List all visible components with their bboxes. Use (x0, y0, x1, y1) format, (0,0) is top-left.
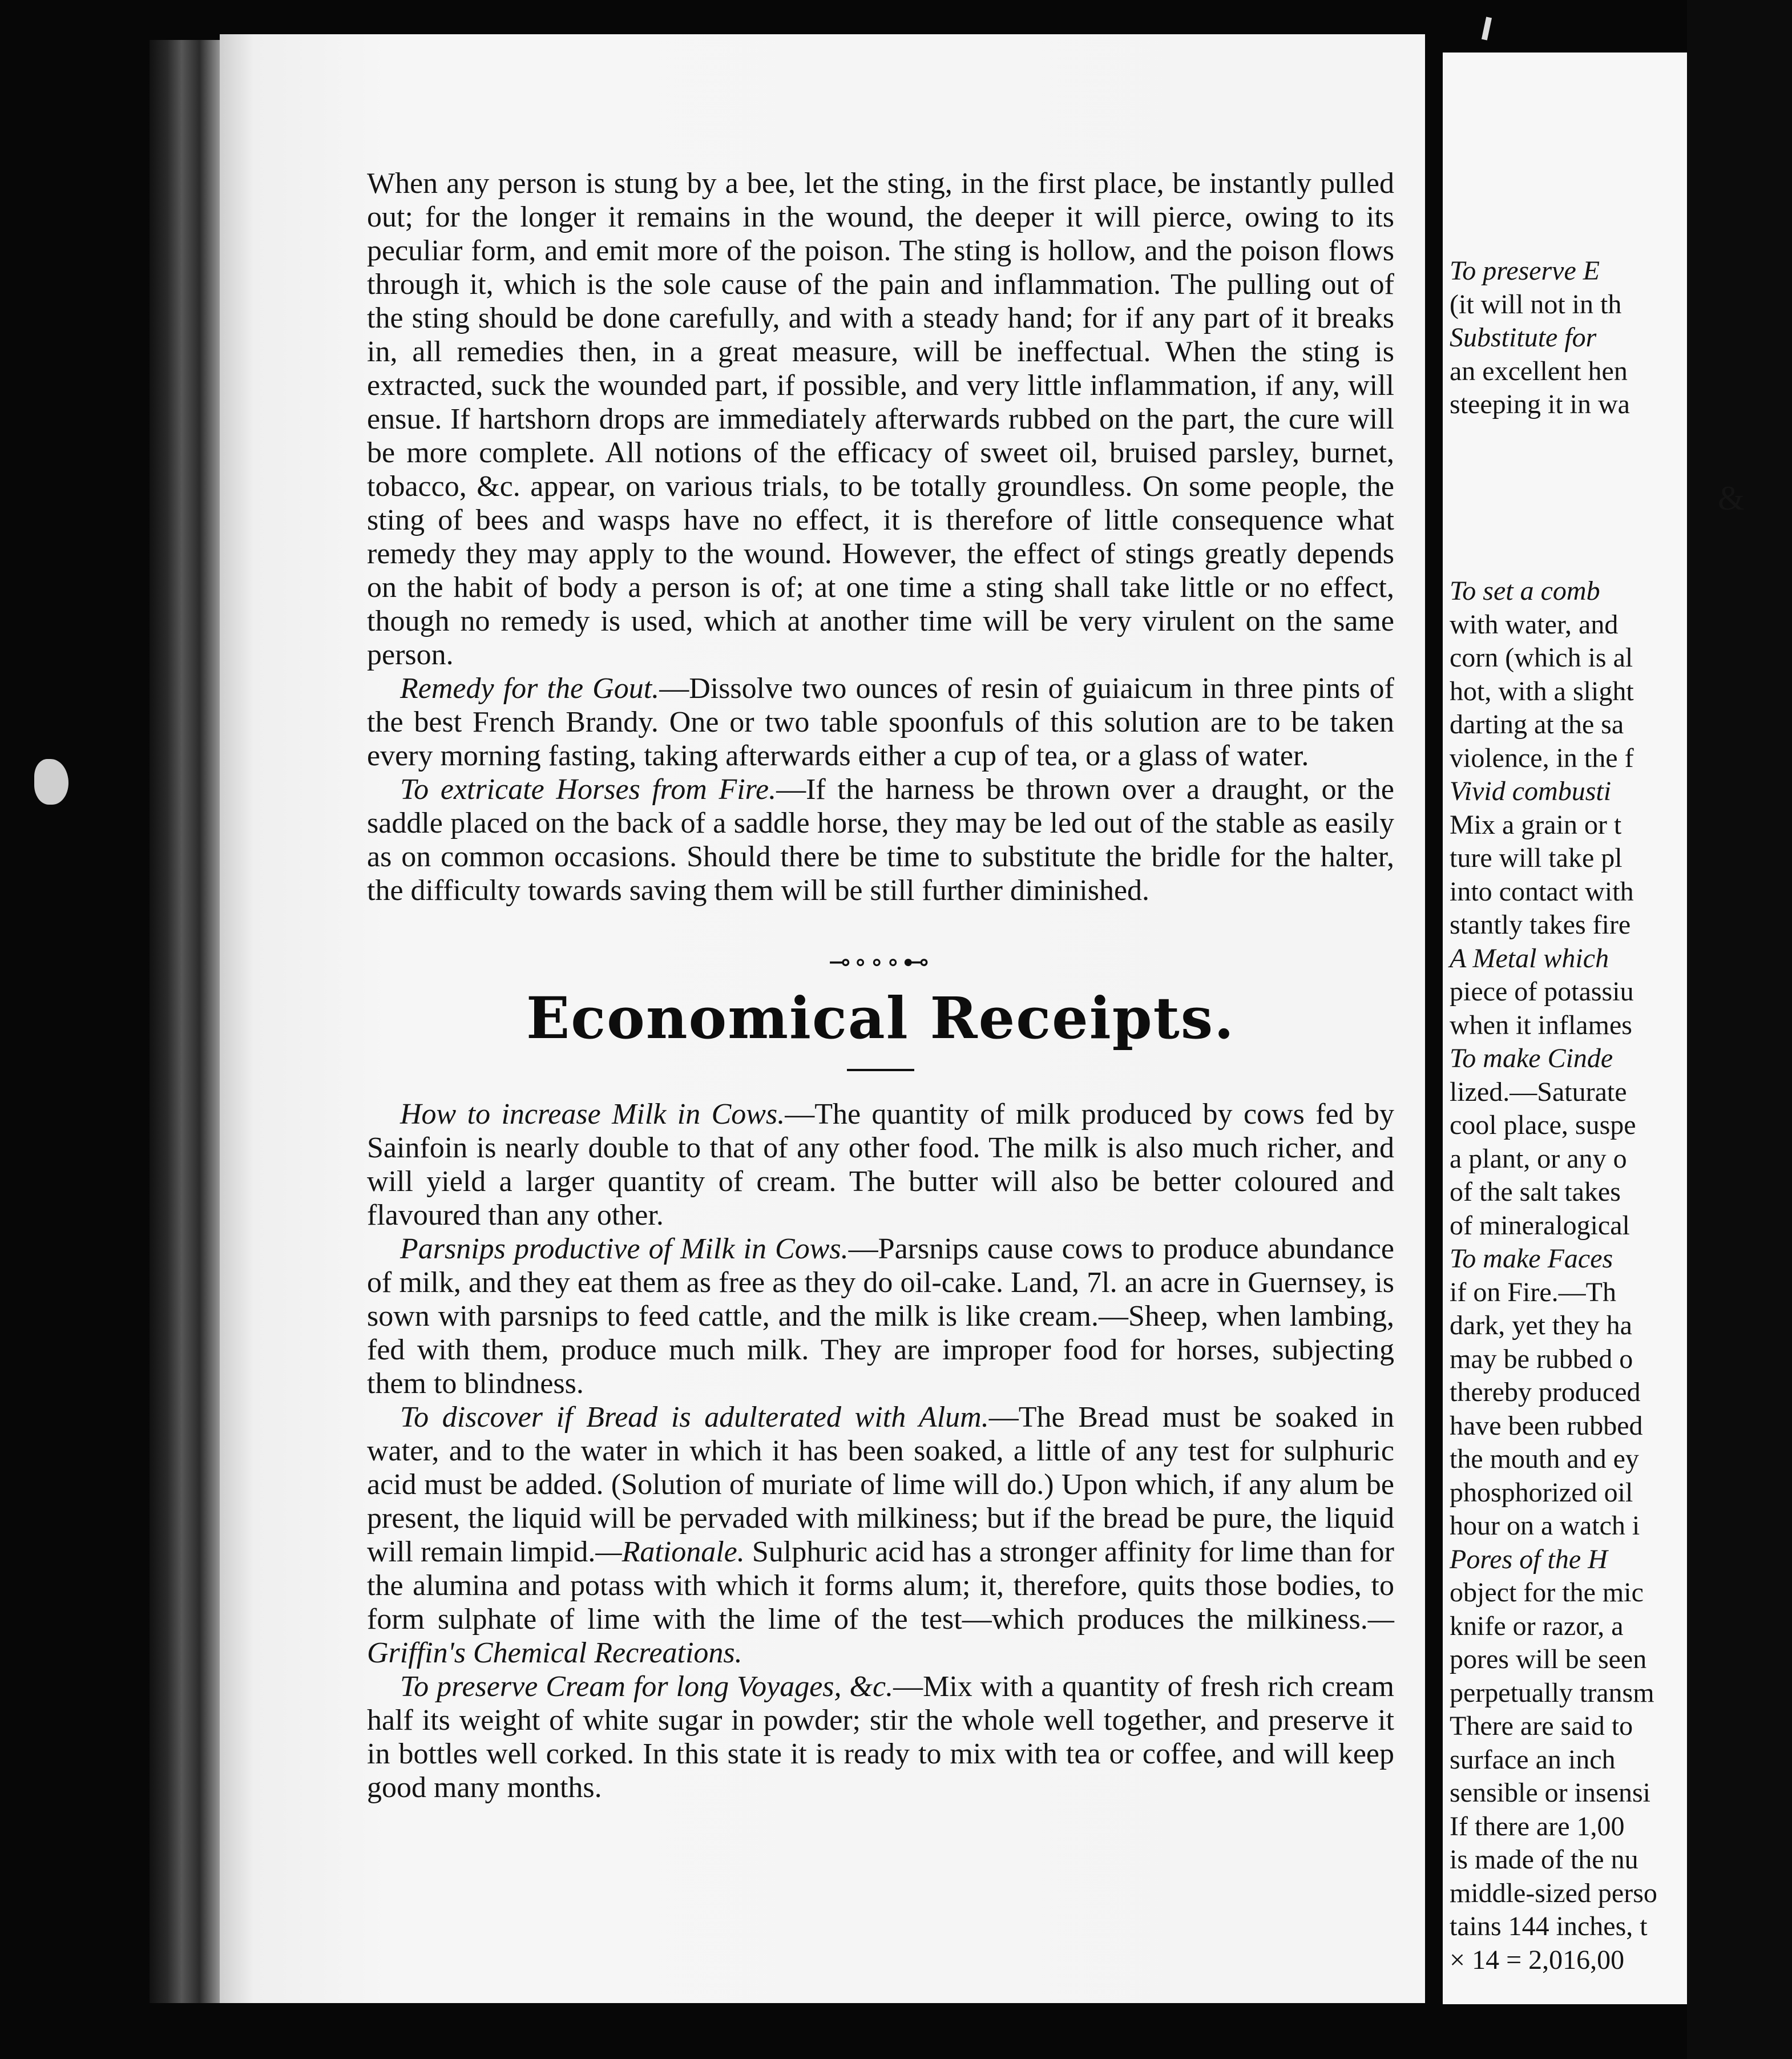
text-line: the mouth and ey (1450, 1444, 1639, 1474)
text-line: A Metal which (1450, 943, 1609, 974)
text-line: of the salt takes (1450, 1177, 1621, 1207)
text-line: have been rubbed (1450, 1410, 1643, 1441)
text-line: with water, and (1450, 609, 1619, 640)
paragraph-heading: How to increase Milk in Cows. (400, 1098, 785, 1131)
receipt-parsnips (367, 1232, 1394, 1400)
title-rule (847, 1069, 914, 1071)
text-line: To set a comb (1450, 576, 1600, 606)
text-line: a plant, or any o (1450, 1143, 1627, 1174)
text-line: violence, in the f (1450, 742, 1634, 773)
text-line: surface an inch (1450, 1744, 1616, 1775)
text-line: Pores of the H (1450, 1544, 1608, 1574)
paragraph-heading: To preserve Cream for long Voyages, &c. (400, 1670, 894, 1703)
rationale-label: —Rationale. (595, 1536, 745, 1568)
text-line: knife or razor, a (1450, 1610, 1624, 1641)
text-line: To make Faces (1450, 1244, 1613, 1274)
gout-remedy-paragraph (367, 672, 1394, 773)
text-line: To make Cinde (1450, 1043, 1613, 1073)
section-heading-fragment: & (1718, 479, 1745, 517)
text-line: pores will be seen (1450, 1644, 1647, 1674)
text-line: Mix a grain or t (1450, 809, 1622, 840)
text-line: if on Fire.—Th (1450, 1277, 1616, 1307)
text-line: dark, yet they ha (1450, 1310, 1632, 1341)
text-line: object for the mic (1450, 1577, 1644, 1608)
text-line: may be rubbed o (1450, 1343, 1633, 1374)
scan-smudge (34, 759, 68, 805)
paragraph-heading: To discover if Bread is adulterated with Alum. (400, 1401, 989, 1434)
text-line: steeping it in wa (1450, 389, 1630, 419)
receipt-cream-voyages (367, 1670, 1394, 1804)
right-page (1443, 53, 1745, 2004)
receipt-bread-alum (367, 1400, 1394, 1670)
text-line: perpetually transm (1450, 1677, 1654, 1708)
right-page-text (1450, 255, 1792, 1977)
horses-fire-paragraph (367, 773, 1394, 907)
text-line: is made of the nu (1450, 1844, 1638, 1875)
left-page (220, 34, 1425, 2003)
paragraph-body: —Parsnips cause cows to produce abundance of milk, and they eat them as free as they do oil-cake. Land, 7l. an acre in Guernsey, is sown with parsnips to feed cattle, and the milk is like cream.—Sheep, when lambing, fed with them, produce much milk. They are improper food for horses, subjecting them to blindness. (367, 1233, 1395, 1400)
paragraph-body: —Dissolve two ounces of resin of guiaicum in three pints of the best French Brandy. One or two table spoonfuls of this solution are to be taken every morning fasting, taking afterwards either a cup of tea, or a glass of water. (367, 672, 1394, 772)
paragraph-heading: Parsnips productive of Milk in Cows. (400, 1233, 849, 1265)
text-line: corn (which is al (1450, 643, 1633, 673)
text-line: hour on a watch i (1450, 1511, 1640, 1541)
text-line: ture will take pl (1450, 843, 1623, 873)
text-line: (it will not in th (1450, 289, 1622, 320)
text-line: hot, with a slight (1450, 676, 1634, 706)
text-line: an excellent hen (1450, 356, 1628, 386)
text-line: thereby produced (1450, 1377, 1641, 1407)
section-title: Economical Receipts. (526, 984, 1235, 1052)
spacer (1450, 422, 1792, 482)
scan-mark (1482, 17, 1492, 40)
text-line: There are said to (1450, 1711, 1633, 1741)
text-line: cool place, suspe (1450, 1110, 1636, 1140)
paragraph-body: —If the harness be thrown over a draught, or the saddle placed on the back of a saddle horse, they may be led out of the stable as easily as on common occasions. Should there be time to substitute the bridle for the halter, the difficulty towards saving them will be still further diminished. (367, 773, 1395, 907)
text-line: of mineralogical (1450, 1210, 1630, 1241)
paragraph-heading: Remedy for the Gout. (400, 672, 660, 705)
text-line: into contact with (1450, 876, 1634, 907)
text-line: darting at the sa (1450, 709, 1624, 740)
paragraph-body: —The Bread must be soaked in water, and to the water in which it has been soaked, a little of any test for sulphuric acid must be added. (Solution of muriate of lime will do.) Upon which, if any alum be present, the liquid will be pervaded with milkiness; but if the bread be pure, the liquid will remain limpid. (367, 1401, 1394, 1568)
text-line: middle-sized perso (1450, 1878, 1657, 1908)
paragraph-body: —The quantity of milk produced by cows fed by Sainfoin is nearly double to that of any other food. The milk is also much richer, and will yield a larger quantity of cream. The butter will also be better coloured and flavoured than any other. (367, 1098, 1394, 1232)
text-line: If there are 1,00 (1450, 1811, 1625, 1842)
text-line: sensible or insensi (1450, 1778, 1650, 1808)
text-line: stantly takes fire (1450, 910, 1631, 940)
text-line: × 14 = 2,016,00 (1450, 1944, 1625, 1975)
section-ornament: ⊸∘∘∘⊷ (828, 947, 933, 976)
rationale-body: Sulphuric acid has a stronger affinity for lime than for the alumina and potass with which it forms alum; it, therefore, quits those bodies, to form sulphate of lime with the lime of the test—which produces the milkiness. (367, 1536, 1394, 1636)
paragraph-body: —Mix with a quantity of fresh rich cream half its weight of white sugar in powder; stir the whole well together, and preserve it in bottles well corked. In this state it is ready to mix with tea or coffee, and will keep good many months. (367, 1670, 1394, 1804)
text-line: when it inflames (1450, 1010, 1632, 1040)
book-binding-edge (150, 40, 221, 2003)
text-line: To preserve E (1450, 256, 1600, 286)
text-line: tains 144 inches, t (1450, 1911, 1648, 1941)
spacer (1450, 515, 1792, 575)
text-line: lized.—Saturate (1450, 1076, 1627, 1107)
bee-sting-paragraph: When any person is stung by a bee, let the sting, in the first place, be instantly pulled out; for the longer it remains in the wound, the deeper it will pierce, owing to its peculiar form, and emit more of the poison. The sting is hollow, and the poison flows through it, which is the sole cause of the pain and inflammation. The pulling out of the sting should be done carefully, and with a steady hand; for if any part of it breaks in, all remedies then, in a great measure, will be ineffectual. When the sting is extracted, suck the wounded part, if possible, and very little inflammation, if any, will ensue. If hartshorn drops are immediately afterwards rubbed on the part, the cure will be more complete. All notions of the efficacy of sweet oil, bruised parsley, burnet, tobacco, &c. appear, on various trials, to be totally groundless. On some people, the sting of bees and wasps have no effect, it is therefore of little consequence what remedy they may apply to the wound. However, the effect of stings greatly depends on the habit of body a person is of; at one time a sting shall take little or no effect, though no remedy is used, which at another time will be very virulent on the same person. (367, 167, 1394, 671)
source-citation: —Griffin's Chemical Recreations. (367, 1603, 1394, 1669)
text-line: Substitute for (1450, 322, 1597, 353)
paragraph-heading: To extricate Horses from Fire. (400, 773, 777, 806)
text-line: phosphorized oil (1450, 1477, 1633, 1508)
receipt-milk-cows (367, 1097, 1394, 1232)
text-line: Vivid combusti (1450, 776, 1612, 806)
left-page-text (367, 167, 1394, 1804)
text-line: piece of potassiu (1450, 976, 1634, 1007)
